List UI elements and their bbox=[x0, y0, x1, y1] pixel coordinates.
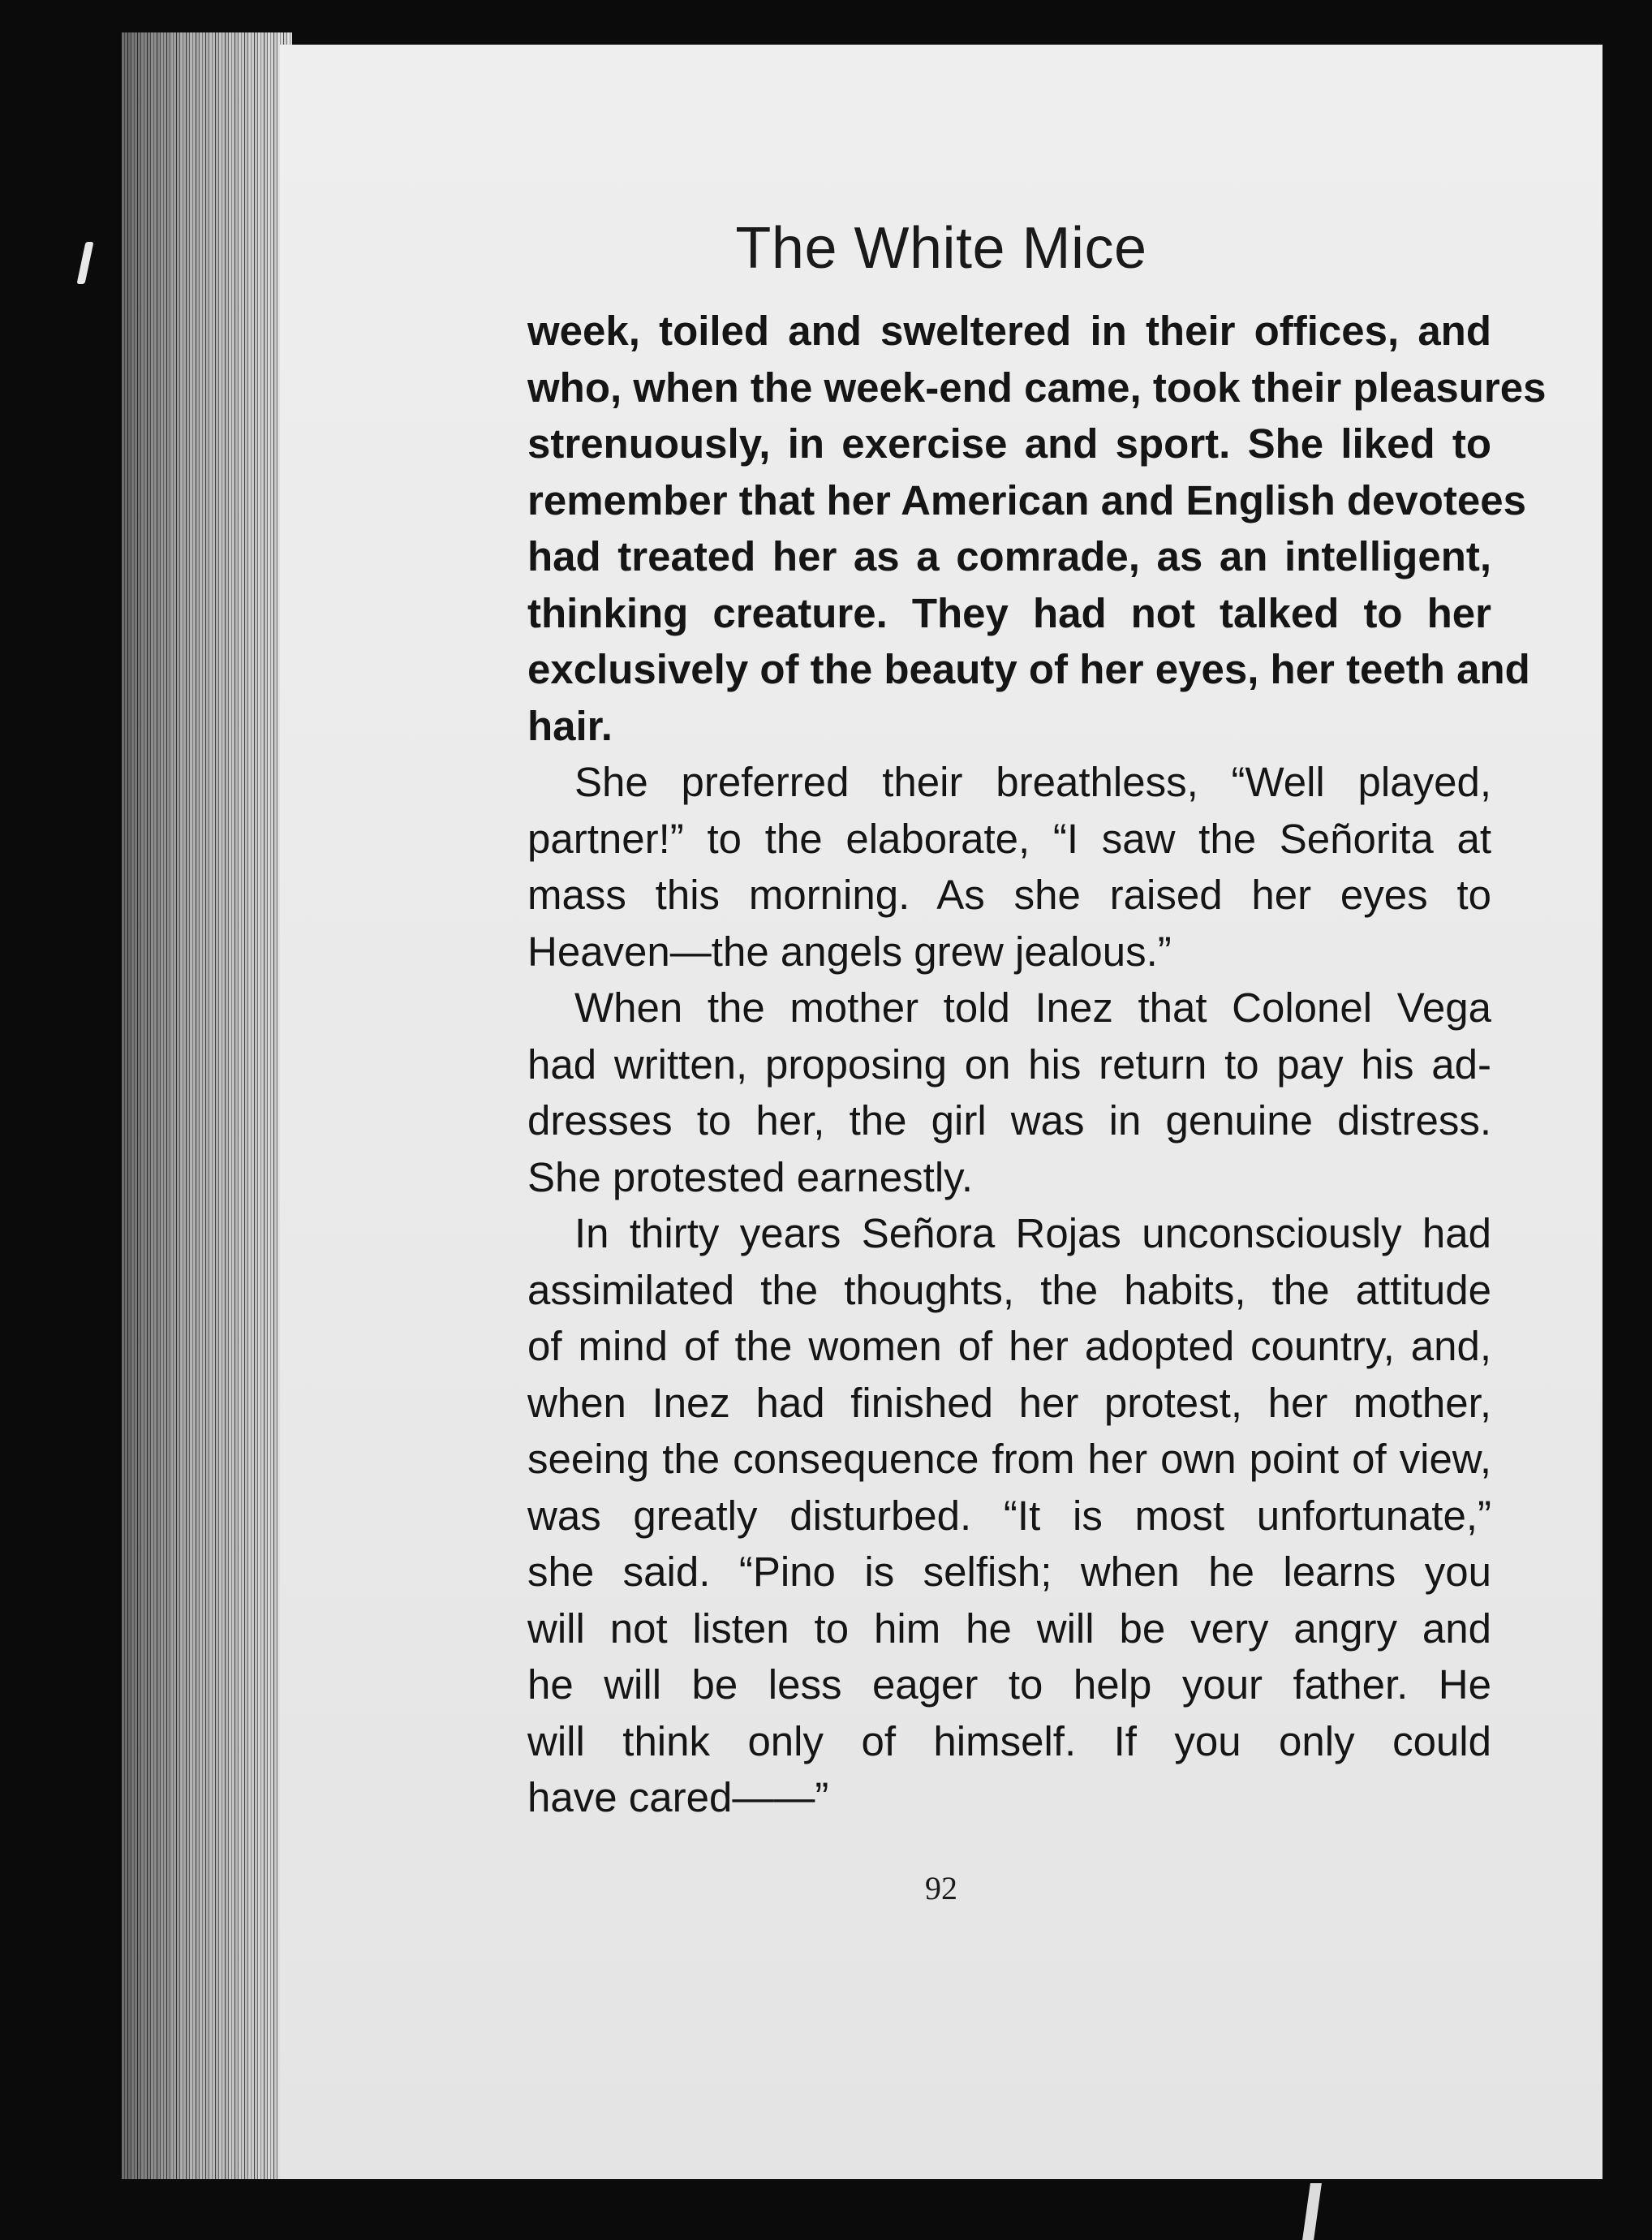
text-line: exclusively of the beauty of her eyes, her teeth and bbox=[527, 646, 1530, 692]
edge-mark bbox=[76, 242, 93, 284]
text-line: Heaven—the angels grew jealous.” bbox=[527, 928, 1172, 975]
text-line: mass this morning. As she raised her eyes to bbox=[527, 872, 1491, 918]
text-line: when Inez had finished her protest, her mother, bbox=[527, 1379, 1491, 1426]
body-text bbox=[527, 303, 1547, 1826]
corner-mark bbox=[1302, 2183, 1322, 2240]
text-line: she said. “Pino is selfish; when he learns you bbox=[527, 1549, 1491, 1595]
text-line: strenuously, in exercise and sport. She liked to bbox=[527, 420, 1491, 467]
paragraph bbox=[527, 754, 1491, 980]
text-line: She protested earnestly. bbox=[527, 1153, 974, 1200]
paragraph bbox=[527, 303, 1547, 754]
text-line: will not listen to him he will be very angry and bbox=[527, 1605, 1491, 1652]
text-line: who, when the week-end came, took their pleasures bbox=[527, 364, 1547, 411]
book-page-edges bbox=[122, 32, 292, 2179]
paragraph bbox=[527, 980, 1491, 1205]
page-number: 92 bbox=[925, 1870, 957, 1906]
text-line: thinking creature. They had not talked to her bbox=[527, 589, 1491, 636]
text-line: have cared——” bbox=[527, 1774, 829, 1820]
text-line: seeing the consequence from her own point of view, bbox=[527, 1436, 1491, 1482]
text-line: She preferred their breathless, “Well played, bbox=[574, 759, 1491, 805]
text-line: In thirty years Señora Rojas unconsciously had bbox=[574, 1210, 1491, 1256]
text-line: dresses to her, the girl was in genuine distress. bbox=[527, 1097, 1491, 1144]
paragraph bbox=[527, 1205, 1491, 1826]
running-head: The White Mice bbox=[735, 216, 1147, 281]
text-line: hair. bbox=[527, 702, 613, 749]
text-line: will think only of himself. If you only could bbox=[527, 1717, 1491, 1764]
page bbox=[280, 45, 1603, 2179]
text-line: partner!” to the elaborate, “I saw the Señorita at bbox=[527, 815, 1491, 862]
text-line: assimilated the thoughts, the habits, the attitude bbox=[527, 1266, 1491, 1313]
text-line: he will be less eager to help your father. He bbox=[527, 1661, 1491, 1708]
text-line: week, toiled and sweltered in their offices, and bbox=[527, 308, 1491, 354]
text-line: of mind of the women of her adopted country, and, bbox=[527, 1323, 1491, 1369]
text-line: was greatly disturbed. “It is most unfortunate,” bbox=[527, 1492, 1491, 1539]
text-line: had written, proposing on his return to pay his ad- bbox=[527, 1040, 1491, 1088]
text-line: When the mother told Inez that Colonel Vega bbox=[574, 984, 1491, 1031]
text-line: remember that her American and English devotees bbox=[527, 476, 1526, 523]
text-line: had treated her as a comrade, as an intelligent, bbox=[527, 533, 1491, 579]
